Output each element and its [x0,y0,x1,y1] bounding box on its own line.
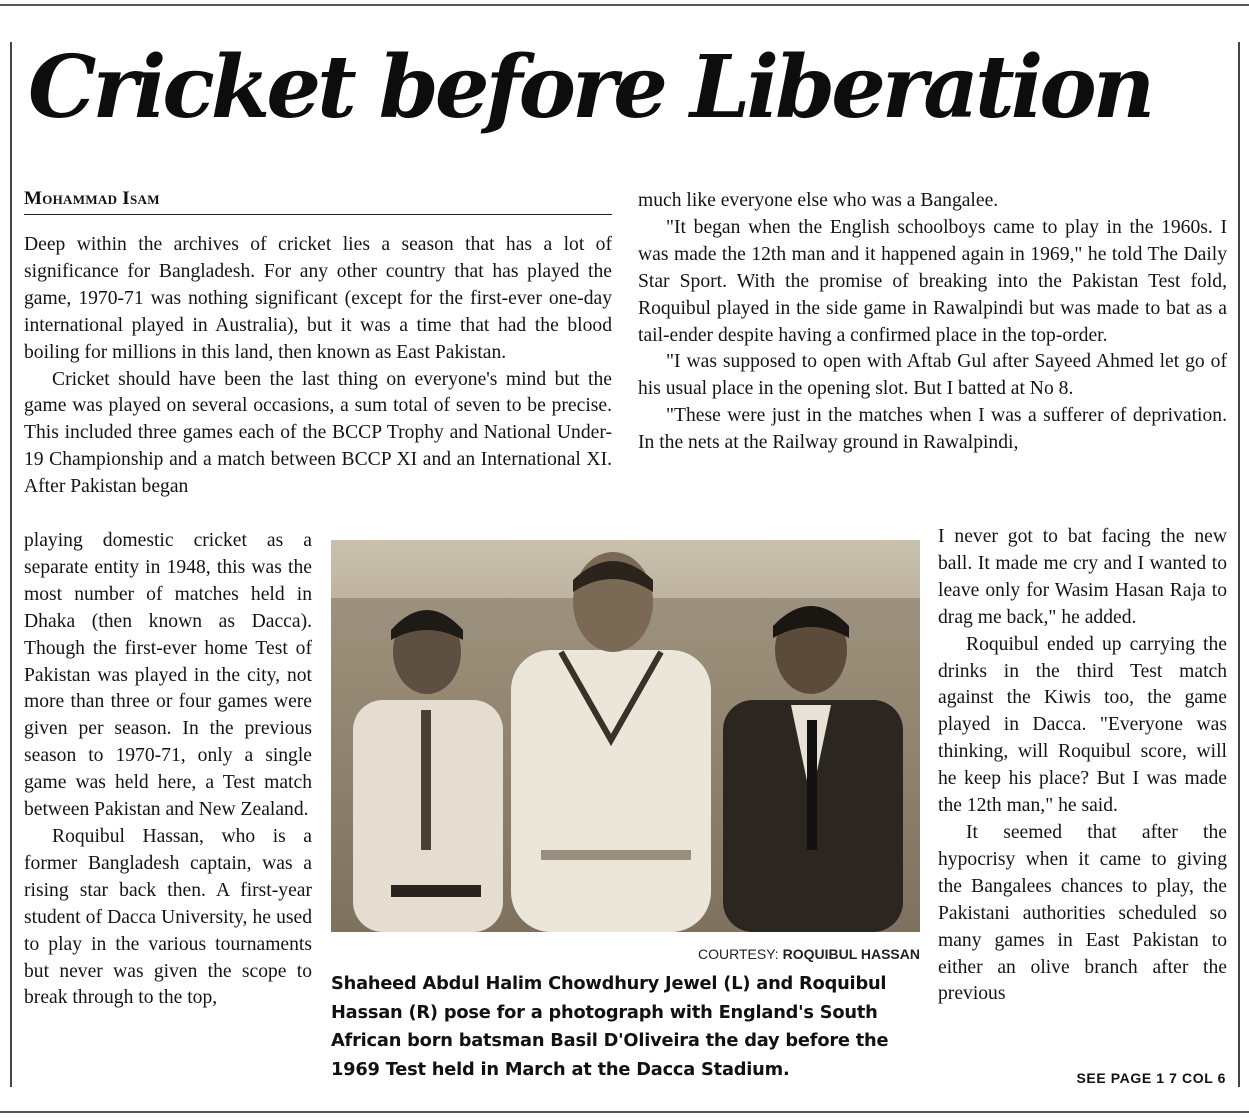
paragraph: It seemed that after the hypocrisy when it came to giving the Bangalees chances to play, the Pakistani authorities scheduled so many games in East Pakistan to either an olive branch after the previous [938,821,1227,1005]
photo-credit [331,946,920,962]
photo-credit-label: COURTESY: [698,946,779,962]
page-bottom-rule [0,1111,1249,1113]
paragraph: Roquibul ended up carrying the drinks in the third Test match against the Kiwis too, the game played in Dacca. "Everyone was thinking, will Roquibul score, will he keep his place? But I was made the 12th man," he said. [938,633,1227,817]
paragraph: "These were just in the matches when I was a sufferer of deprivation. In the nets at the Railway ground in Rawalpindi, [638,405,1227,454]
photo-credit-name: ROQUIBUL HASSAN [782,946,920,962]
paragraph: "I was supposed to open with Aftab Gul after Sayeed Ahmed let go of his usual place in the opening slot. But I batted at No 8. [638,351,1227,400]
article-column-1-top [24,232,612,501]
page-left-rule [10,42,12,1087]
continuation-note: SEE PAGE 1 7 COL 6 [1076,1070,1226,1086]
article-column-2-top [638,188,1227,457]
article-column-2-bottom [938,524,1227,1008]
paragraph: "It began when the English schoolboys came to play in the 1960s. I was made the 12th man and it happened again in 1969," he told The Daily Star Sport. With the promise of breaking into the Pakistan Test fold, Roquibul played in the side game in Rawalpindi but was made to bat as a tail-ender despite having a confirmed place in the top-order. [638,216,1227,346]
paragraph: I never got to bat facing the new ball. It made me cry and I wanted to leave only for Wasim Hasan Raja to drag me back," he added. [938,526,1227,628]
headline: Cricket before Liberation [28,37,1152,138]
article-photo [331,540,920,932]
photo-illustration [331,540,920,932]
byline [24,188,612,215]
page-right-rule [1238,42,1240,1087]
paragraph: much like everyone else who was a Bangalee. [638,190,999,211]
paragraph: playing domestic cricket as a separate entity in 1948, this was the most number of matches held in Dhaka (then known as Dacca). Though the first-ever home Test of Pakistan was played in the city, not more than three or four games were given per season. In the previous season to 1970-71, only a single game was held here, a Test match between Pakistan and New Zealand. [24,530,312,821]
photo-caption: Shaheed Abdul Halim Chowdhury Jewel (L) and Roquibul Hassan (R) pose for a photograph with England's South African born batsman Basil D'Oliveira the day before the 1969 Test held in March at the Dacca Stadium. [331,973,889,1080]
byline-author: Mohammad Isam [24,188,160,209]
paragraph: Roquibul Hassan, who is a former Bangladesh captain, was a rising star back then. A first-year student of Dacca University, he used to play in the various tournaments but never was given the scope to break through to the top, [24,825,312,1009]
paragraph: Cricket should have been the last thing on everyone's mind but the game was played on several occasions, a sum total of seven to be precise. This included three games each of the BCCP Trophy and National Under-19 Championship and a match between BCCP XI and an International XI. After Pakistan began [24,368,612,498]
article-column-1-bottom [24,528,312,1012]
page-top-rule [0,4,1249,6]
paragraph: Deep within the archives of cricket lies a season that has a lot of significance for Bangladesh. For any other country that has played the game, 1970-71 was nothing significant (except for the first-ever one-day international played in Australia), but it was a time that had the blood boiling for millions in this land, then known as East Pakistan. [24,234,612,363]
